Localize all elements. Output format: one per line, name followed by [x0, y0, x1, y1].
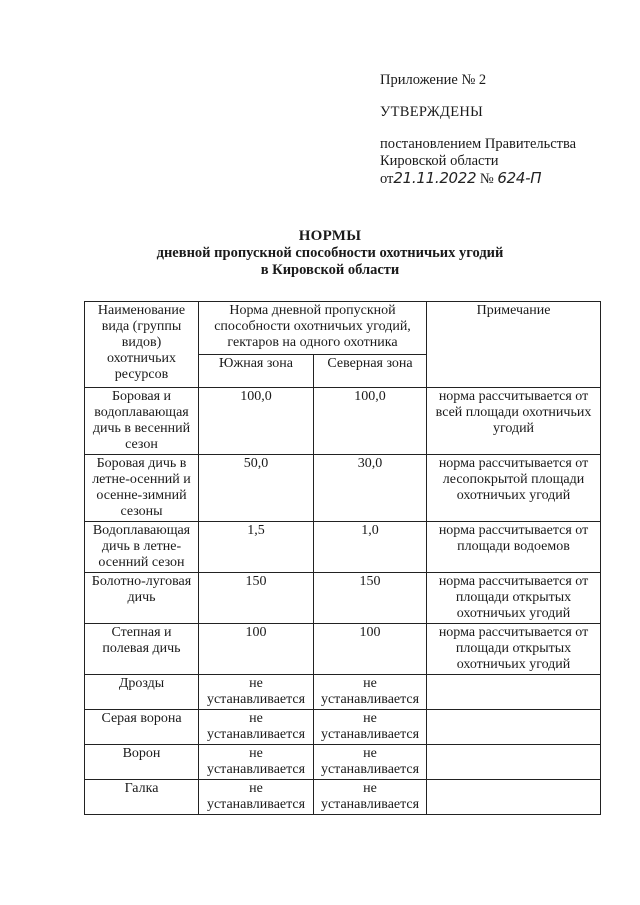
cell-species: Боровая дичь в летне-осенний и осенне-зимний сезоны	[85, 455, 199, 522]
cell-south: не устанавливается	[199, 780, 314, 815]
cell-species: Водоплавающая дичь в летне-осенний сезон	[85, 522, 199, 573]
title-line-1: НОРМЫ	[298, 228, 362, 244]
number-symbol: №	[479, 171, 494, 187]
cell-south: 150	[199, 573, 314, 624]
cell-south: не устанавливается	[199, 710, 314, 745]
table-row	[85, 710, 601, 745]
cell-species: Дрозды	[85, 675, 199, 710]
cell-south: 100	[199, 624, 314, 675]
title-line-2: дневной пропускной способности охотничьих угодий	[156, 245, 504, 261]
cell-species: Серая ворона	[85, 710, 199, 745]
approved-label: УТВЕРЖДЕНЫ	[380, 104, 484, 120]
cell-note	[427, 675, 601, 710]
cell-species: Ворон	[85, 745, 199, 780]
cell-note: норма рассчитывается от площади открытых охотничьих угодий	[427, 624, 601, 675]
date-prefix: от	[380, 171, 394, 187]
cell-south: 100,0	[199, 388, 314, 455]
cell-north: 150	[314, 573, 427, 624]
table-row	[85, 624, 601, 675]
cell-species: Галка	[85, 780, 199, 815]
cell-note: норма рассчитывается от лесопокрытой площади охотничьих угодий	[427, 455, 601, 522]
handwritten-date: 21.11.2022	[393, 169, 477, 187]
header-species: Наименование вида (группы видов) охотничьих ресурсов	[85, 302, 199, 388]
cell-north: не устанавливается	[314, 675, 427, 710]
document-title	[100, 228, 560, 279]
cell-note: норма рассчитывается от площади водоемов	[427, 522, 601, 573]
cell-note	[427, 745, 601, 780]
header-norm: Норма дневной пропускной способности охотничьих угодий, гектаров на одного охотника	[199, 302, 427, 355]
cell-north: 1,0	[314, 522, 427, 573]
decree-line-1: постановлением Правительства	[380, 136, 577, 152]
header-north-zone: Северная зона	[314, 355, 427, 388]
approval-block	[380, 72, 620, 188]
cell-note	[427, 710, 601, 745]
cell-north: 100	[314, 624, 427, 675]
cell-north: не устанавливается	[314, 710, 427, 745]
appendix-label: Приложение № 2	[380, 72, 487, 88]
header-note: Примечание	[427, 302, 601, 388]
cell-note	[427, 780, 601, 815]
decree-date-line	[380, 170, 620, 188]
cell-species: Боровая и водоплавающая дичь в весенний сезон	[85, 388, 199, 455]
table-row	[85, 455, 601, 522]
cell-north: 100,0	[314, 388, 427, 455]
title-line-3: в Кировской области	[260, 262, 400, 278]
cell-south: 1,5	[199, 522, 314, 573]
cell-south: 50,0	[199, 455, 314, 522]
cell-south: не устанавливается	[199, 745, 314, 780]
handwritten-number: 624-П	[497, 169, 542, 187]
table-row	[85, 675, 601, 710]
table-row	[85, 573, 601, 624]
table-row	[85, 388, 601, 455]
cell-north: не устанавливается	[314, 780, 427, 815]
decree-line-2: Кировской области	[380, 153, 499, 169]
cell-north: не устанавливается	[314, 745, 427, 780]
cell-note: норма рассчитывается от всей площади охотничьих угодий	[427, 388, 601, 455]
table-row	[85, 745, 601, 780]
cell-note: норма рассчитывается от площади открытых охотничьих угодий	[427, 573, 601, 624]
cell-north: 30,0	[314, 455, 427, 522]
cell-species: Болотно-луговая дичь	[85, 573, 199, 624]
table-header-row	[85, 302, 601, 355]
cell-species: Степная и полевая дичь	[85, 624, 199, 675]
norms-table	[84, 301, 601, 815]
table-row	[85, 522, 601, 573]
cell-south: не устанавливается	[199, 675, 314, 710]
header-south-zone: Южная зона	[199, 355, 314, 388]
table-row	[85, 780, 601, 815]
